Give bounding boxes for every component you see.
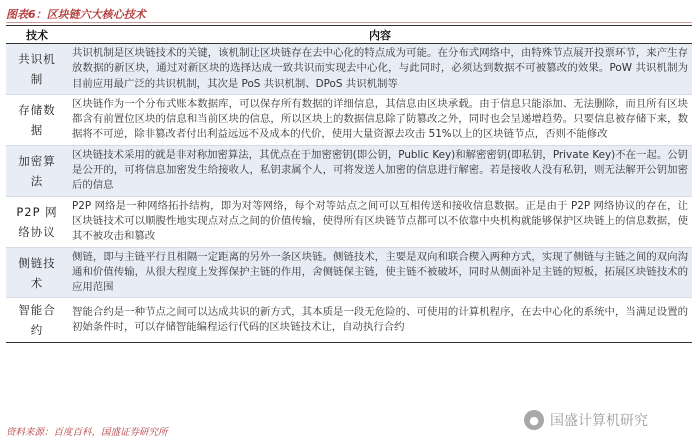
table-row [6, 196, 692, 247]
header-tech: 技术 [6, 26, 68, 44]
source-note: 资料来源：百度百科，国盛证券研究所 [6, 427, 168, 438]
table-row [6, 298, 692, 343]
tech-content: 侧链，即与主链平行且相隔一定距离的另外一条区块链。侧链技术，主要是双向和联合楔入两种方式，实现了侧链与主链之间的双向沟通和价值传输，从很大程度上发挥保护主链的作用，舍侧链保主链，使主链不被破坏，同时从侧面补足主链的短板，拓展区块链技术的应用范围 [68, 247, 692, 298]
watermark-text: 国盛计算机研究 [550, 413, 648, 429]
table-header-row [6, 26, 692, 44]
tech-name: 加密算法 [6, 145, 68, 196]
tech-name: P2P 网络协议 [6, 196, 68, 247]
table-row [6, 247, 692, 298]
table-row [6, 145, 692, 196]
table-row [6, 44, 692, 95]
tech-content: 区块链作为一个分布式账本数据库，可以保存所有数据的详细信息，其信息由区块承载。由于信息只能添加、无法删除，而且所有区块都含有前置位区块的信息和当前区块的信息，所以区块上的数据信息除了防篡改之外，同时也会呈递增趋势。只要信息被存储下来，数据将不可逆，除非篡改者付出利益远远不及成本的代价，使用大量资源去攻击 51%以上的区块链节点，否则不能修改 [68, 94, 692, 145]
tech-content: P2P 网络是一种网络拓扑结构，即为对等网络，每个对等站点之间可以互相传送和接收信息数据。正是由于 P2P 网络协议的存在，让区块链技术可以顺腹性地实现点对点之间的价值传输，使得所有区块链节点都可以不依靠中央机构就能够保护区块链上的信息数据，使其不被攻击和篡改 [68, 196, 692, 247]
tech-name: 侧链技术 [6, 247, 68, 298]
tech-name: 智能合约 [6, 298, 68, 343]
header-content: 内容 [68, 26, 692, 44]
tech-content: 共识机制是区块链技术的关键，该机制让区块链存在去中心化的特点成为可能。在分布式网络中，由特殊节点展开投票环节，来产生存放数据的新区块，通过对新区块的选择达成一致共识而实现去中心化，与此同时，必须达到数据不可被篡改的效果。PoW 共识机制为目前应用最广泛的共识机制，其次是 PoS 共识机制、DPoS 共识机制等 [68, 44, 692, 95]
table-row [6, 94, 692, 145]
wechat-icon: ● [524, 410, 544, 430]
tech-name: 存储数据 [6, 94, 68, 145]
tech-content: 智能合约是一种节点之间可以达成共识的新方式，其本质是一段无危险的、可使用的计算机程序，在去中心化的系统中，当满足设置的初始条件时，可以存储智能编程运行代码的区块链技术让，自动执行合约 [68, 298, 692, 343]
figure-title: 图表6：区块链六大核心技术 [6, 3, 692, 23]
watermark [524, 410, 648, 430]
tech-content: 区块链技术采用的就是非对称加密算法，其优点在于加密密钥(即公钥，Public Key)和解密密钥(即私钥，Private Key)不在一起。公钥是公开的，可将信息加密发生给接收人，私钥隶属个人，可将发送人加密的信息进行解密。若是接收人没有私钥，则无法解开公钥加密后的信息 [68, 145, 692, 196]
core-tech-table [6, 25, 692, 343]
tech-name: 共识机制 [6, 44, 68, 95]
